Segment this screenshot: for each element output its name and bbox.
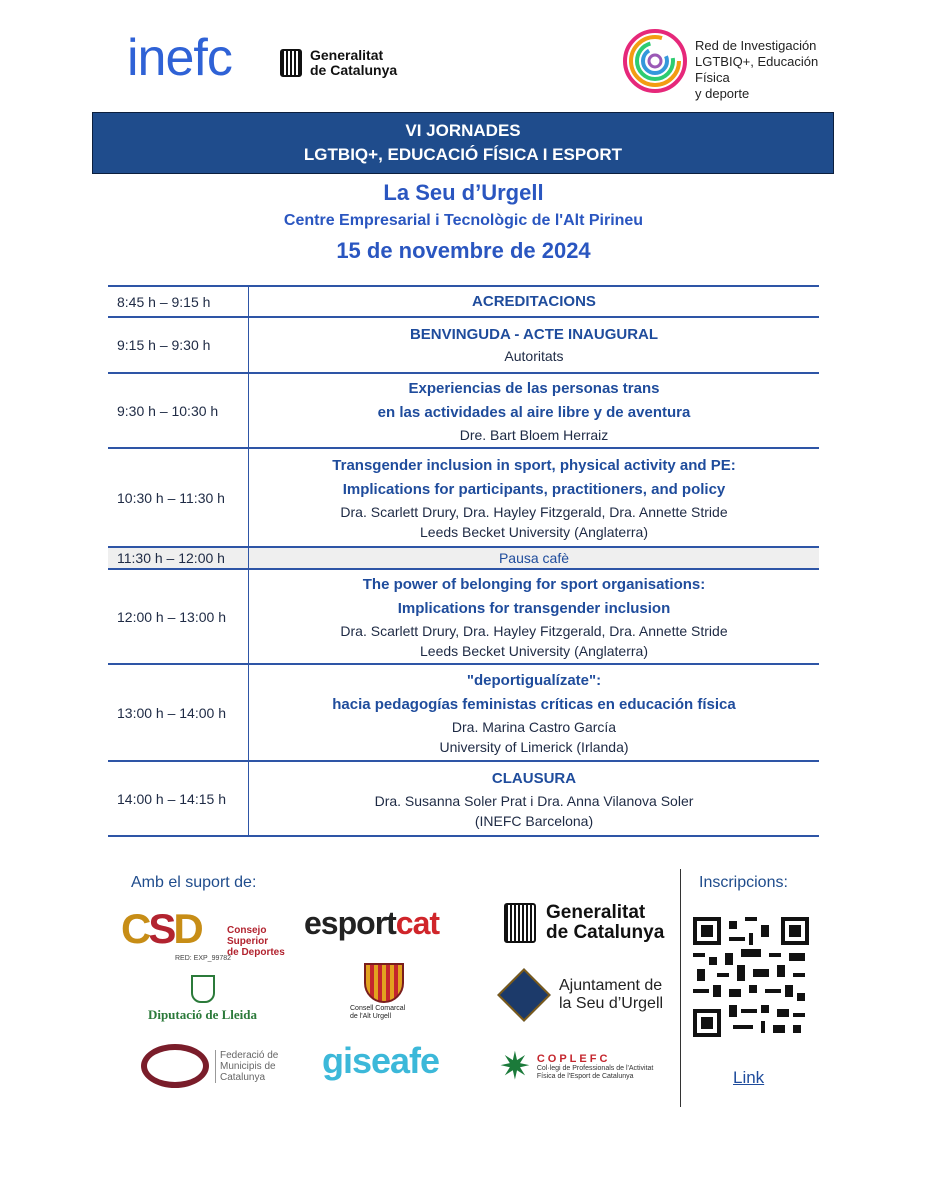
esportcat-a: esport xyxy=(304,905,396,941)
session-speakers: Dra. Scarlett Drury, Dra. Hayley Fitzgerald, Dra. Annette Stride xyxy=(340,622,728,639)
generalitat-footer-text xyxy=(546,903,664,943)
red-investigacion-ring-icon xyxy=(622,28,688,94)
schedule-time: 10:30 h – 11:30 h xyxy=(108,449,249,546)
csd-registration: RED: EXP_99782 xyxy=(175,955,232,962)
schedule-time: 9:30 h – 10:30 h xyxy=(108,374,249,447)
session-title: Implications for transgender inclusion xyxy=(397,599,671,617)
fmc-line1: Federació de xyxy=(220,1049,279,1061)
session-affiliation: Leeds Becket University (Anglaterra) xyxy=(420,642,648,659)
session-title: en las actividades al aire libre y de aventura xyxy=(377,403,691,421)
schedule-content xyxy=(249,318,819,372)
session-title: "deportigualízate": xyxy=(466,671,602,689)
diputacio-text: Diputació de Lleida xyxy=(147,1007,258,1022)
red-line1: Red de Investigación xyxy=(695,38,817,53)
footer-divider xyxy=(680,869,681,1107)
schedule-time: 8:45 h – 9:15 h xyxy=(108,287,249,316)
coplefc-star-icon: ✷ xyxy=(499,1046,531,1088)
csd-text xyxy=(227,925,285,958)
schedule-row xyxy=(108,447,819,546)
schedule-content xyxy=(249,548,819,568)
venue-city: La Seu d’Urgell xyxy=(383,180,544,205)
session-affiliation: University of Limerick (Irlanda) xyxy=(439,738,629,755)
schedule-content xyxy=(249,374,819,447)
session-affiliation: (INEFC Barcelona) xyxy=(474,812,594,829)
schedule-content xyxy=(249,570,819,663)
schedule-row xyxy=(108,316,819,372)
registration-link[interactable]: Link xyxy=(733,1068,765,1087)
event-title-band xyxy=(92,112,834,174)
generalitat-line1: Generalitat xyxy=(310,47,384,63)
schedule-content xyxy=(249,665,819,760)
session-speakers: Dra. Marina Castro García xyxy=(451,718,617,735)
ajuntament-logo xyxy=(497,968,663,1022)
esportcat-logo xyxy=(304,905,439,942)
fmc-line3: Catalunya xyxy=(220,1071,266,1083)
ajuntament-line2: la Seu d’Urgell xyxy=(559,995,664,1012)
pause-label: Pausa cafè xyxy=(498,550,570,566)
generalitat-footer-logo xyxy=(504,903,664,943)
gencat-footer-line2: de Catalunya xyxy=(546,922,665,943)
csd-line3: de Deportes xyxy=(227,947,285,958)
event-title-line1: VI JORNADES xyxy=(405,121,521,140)
coplefc-line2: Física de l'Esport de Catalunya xyxy=(536,1073,634,1080)
schedule-row xyxy=(108,568,819,663)
ajuntament-shield-icon xyxy=(497,968,551,1022)
schedule-time: 12:00 h – 13:00 h xyxy=(108,570,249,663)
session-title: hacia pedagogías feministas críticas en educación física xyxy=(332,695,736,713)
registration-qr-code-icon[interactable] xyxy=(693,917,809,1037)
diputacio-emblem-icon xyxy=(191,975,215,1003)
session-title: Experiencias de las personas trans xyxy=(408,379,660,397)
session-speakers: Dre. Bart Bloem Herraiz xyxy=(459,426,609,443)
csd-line1: Consejo xyxy=(227,925,267,936)
coplefc-text xyxy=(537,1053,654,1081)
schedule-content xyxy=(249,449,819,546)
generalitat-text xyxy=(310,48,397,78)
session-affiliation: Leeds Becket University (Anglaterra) xyxy=(420,523,648,540)
fmc-line2: Municipis de xyxy=(220,1060,276,1072)
ajuntament-text xyxy=(559,977,663,1013)
session-speakers: Dra. Susanna Soler Prat i Dra. Anna Vilanova Soler xyxy=(374,792,694,809)
event-title-line2: LGTBIQ+, EDUCACIÓ FÍSICA I ESPORT xyxy=(303,145,623,164)
inefc-logo: inefc xyxy=(127,29,232,87)
fmc-text xyxy=(215,1050,278,1083)
schedule-time: 11:30 h – 12:00 h xyxy=(108,548,249,568)
red-investigacion-text xyxy=(695,38,855,102)
coplefc-line1: Col·legi de Professionals de l'Activitat xyxy=(536,1065,654,1072)
consell-comarcal-logo xyxy=(338,963,430,1021)
event-date: 15 de novembre de 2024 xyxy=(336,238,591,263)
schedule-row-pause xyxy=(108,546,819,568)
registration-label: Inscripcions: xyxy=(699,874,788,891)
session-title: The power of belonging for sport organisations: xyxy=(362,575,706,593)
schedule-time: 14:00 h – 14:15 h xyxy=(108,762,249,835)
comarcal-line2: de l'Alt Urgell xyxy=(350,1013,392,1020)
generalitat-emblem-icon xyxy=(504,903,536,943)
support-label: Amb el suport de: xyxy=(131,874,257,891)
schedule-content xyxy=(249,287,819,316)
session-title: Transgender inclusion in sport, physical activity and PE: xyxy=(332,456,736,474)
schedule-row xyxy=(108,285,819,316)
schedule-content xyxy=(249,762,819,835)
csd-mark-icon: CSD xyxy=(121,905,201,952)
coplefc-logo xyxy=(499,1048,653,1086)
comarcal-shield-icon xyxy=(364,963,404,1003)
csd-logo xyxy=(121,905,286,965)
gencat-footer-line1: Generalitat xyxy=(546,902,646,923)
generalitat-line2: de Catalunya xyxy=(310,62,398,78)
giseafe-logo: giseafe xyxy=(322,1040,440,1081)
schedule-row xyxy=(108,372,819,447)
fmc-mark-icon xyxy=(141,1044,209,1088)
fmc-logo xyxy=(141,1044,278,1088)
schedule-time: 13:00 h – 14:00 h xyxy=(108,665,249,760)
generalitat-emblem-icon xyxy=(280,49,302,77)
session-title: ACREDITACIONS xyxy=(472,292,596,310)
schedule-row xyxy=(108,663,819,760)
diputacio-lleida-logo xyxy=(140,975,265,1023)
csd-line2: Superior xyxy=(227,936,269,947)
session-title: BENVINGUDA - ACTE INAUGURAL xyxy=(409,326,659,343)
schedule-row xyxy=(108,760,819,837)
coplefc-title: COPLEFC xyxy=(536,1053,611,1065)
venue-place: Centre Empresarial i Tecnològic de l'Alt Pirineu xyxy=(283,212,644,229)
comarcal-text xyxy=(338,1005,430,1021)
session-title: Implications for participants, practitioners, and policy xyxy=(342,480,726,498)
session-title: CLAUSURA xyxy=(491,769,577,787)
session-speakers: Autoritats xyxy=(504,348,564,364)
ajuntament-line1: Ajuntament de xyxy=(559,977,663,994)
red-line3: y deporte xyxy=(695,86,750,101)
generalitat-logo xyxy=(280,48,397,78)
session-speakers: Dra. Scarlett Drury, Dra. Hayley Fitzgerald, Dra. Annette Stride xyxy=(340,503,728,520)
esportcat-b: cat xyxy=(395,905,440,941)
red-line2: LGTBIQ+, Educación Física xyxy=(695,54,819,85)
comarcal-line1: Consell Comarcal xyxy=(350,1005,406,1012)
schedule-time: 9:15 h – 9:30 h xyxy=(108,318,249,372)
